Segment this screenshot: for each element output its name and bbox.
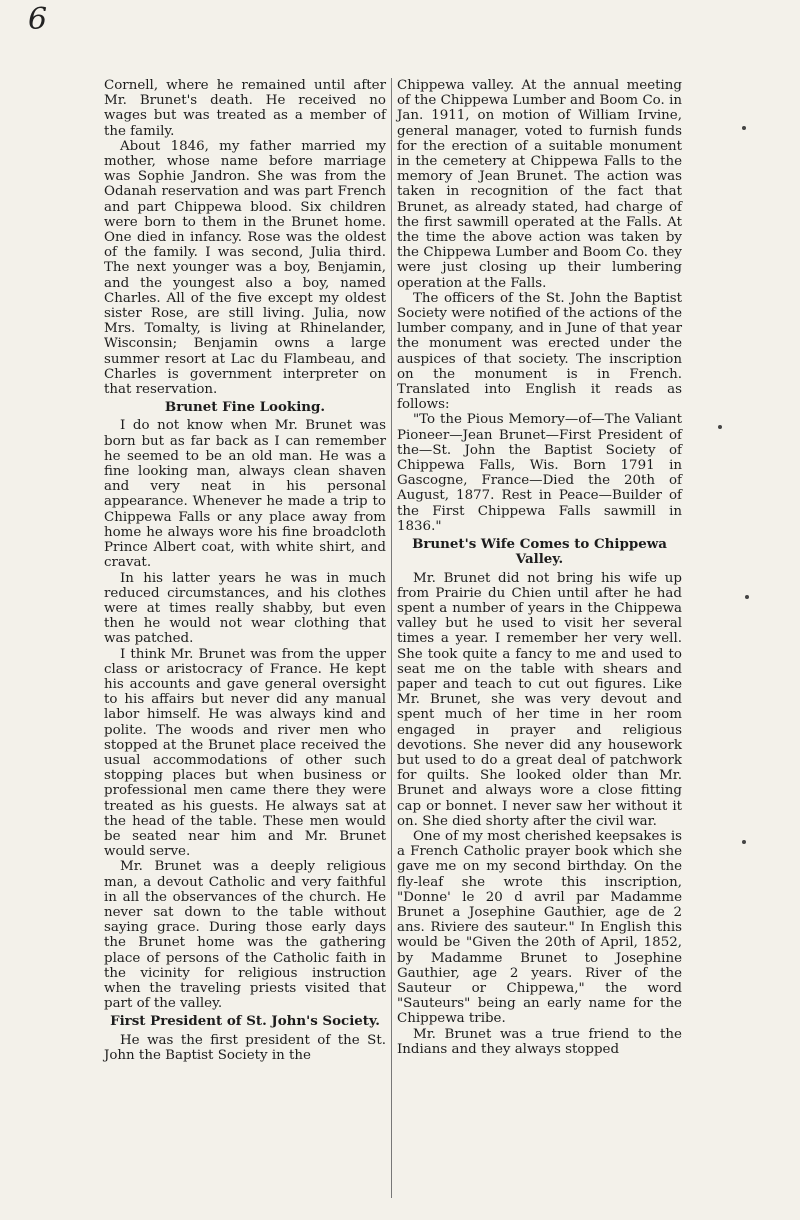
page-number: 6 xyxy=(28,2,48,37)
section-heading: Brunet's Wife Comes to Chippewa Valley. xyxy=(412,536,667,568)
paragraph: One of my most cherished keepsakes is a French Catholic prayer book which she gave me on my second birthday. On the fly-leaf she wrote this inscription, "Donne' le 20 d avril par Madamme Brunet a Josephine Gauthier, age de 2 ans. Riviere des sauteur." In English this would be "Given the 20th of April, 1852, by Madamme Brunet to Josephine Gauthier, age 2 years. River of the Sauteur or Chippewa," the word "Sauteurs" being an early name for the Chippewa tribe. xyxy=(397,828,682,1027)
margin-speck xyxy=(742,126,746,130)
margin-speck xyxy=(745,595,749,599)
paragraph: In his latter years he was in much reduced circumstances, and his clothes were at times really shabby, but even then he would not wear clothing that was patched. xyxy=(104,570,386,647)
monument-inscription: "To the Pious Memory—of—The Valiant Pioneer—Jean Brunet—First President of the—St. John the Baptist Society of Chippewa Falls, Wis. Born 1791 in Gascogne, France—Died the 20th of August, 1877. Rest in Peace—Builder of the First Chippewa Falls sawmill in 1836." xyxy=(397,412,682,534)
paragraph: Chippewa valley. At the annual meeting of the Chippewa Lumber and Boom Co. in Jan. 1911, on motion of William Irvine, general manager, voted to furnish funds for the erection of a suitable monument in the cemetery at Chippewa Falls to the memory of Jean Brunet. The action was taken in recognition of the fact that Brunet, as already stated, had charge of the first sawmill operated at the Falls. At the time the above action was taken by the Chippewa Lumber and Boom Co. they were just closing up their lumbering operation at the Falls. xyxy=(397,78,682,291)
paragraph: I do not know when Mr. Brunet was born but as far back as I can remember he seemed to be an old man. He was a fine looking man, always clean shaven and very neat in his personal appearance. Whenever he made a trip to Chippewa Falls or any place away from home he always wore his fine broadcloth Prince Albert coat, with white shirt, and cravat. xyxy=(104,418,386,571)
paragraph: Mr. Brunet did not bring his wife up from Prairie du Chien until after he had spent a number of years in the Chippewa valley but he used to visit her several times a year. I remember her very well. She took quite a fancy to me and used to seat me on the table with shears and paper and teach to cut out figures. Like Mr. Brunet, she was very devout and spent much of her time in her room engaged in prayer and religious devotions. She never did any housework but used to do a great deal of patchwork for quilts. She looked older than Mr. Brunet and always wore a close fitting cap or bonnet. I never saw her without it on. She died shorty after the civil war. xyxy=(397,570,682,829)
paragraph: The officers of the St. John the Baptist Society were notified of the actions of the lumber company, and in June of that year the monument was erected under the auspices of that society. The inscription on the monument is in French. Translated into English it reads as follows: xyxy=(397,290,682,413)
section-heading: Brunet Fine Looking. xyxy=(164,399,326,416)
paragraph: Cornell, where he remained until after Mr. Brunet's death. He received no wages but was treated as a member of the family. xyxy=(104,78,386,139)
column-divider xyxy=(391,78,392,1198)
margin-speck xyxy=(718,425,722,429)
right-column xyxy=(397,78,682,1057)
left-column xyxy=(104,78,386,1063)
section-heading: First President of St. John's Society. xyxy=(110,1013,380,1030)
paragraph: Mr. Brunet was a true friend to the Indians and they always stopped xyxy=(397,1026,682,1057)
paragraph: He was the first president of the St. John the Baptist Society in the xyxy=(104,1032,386,1063)
paragraph: Mr. Brunet was a deeply religious man, a devout Catholic and very faithful in all the observances of the church. He never sat down to the table without saying grace. During those early days the Brunet home was the gathering place of persons of the Catholic faith in the vicinity for religious instruction when the traveling priests visited that part of the valley. xyxy=(104,859,386,1012)
paragraph: I think Mr. Brunet was from the upper class or aristocracy of France. He kept his accounts and gave general oversight to his affairs but never did any manual labor himself. He was always kind and polite. The woods and river men who stopped at the Brunet place received the usual accommodations of other such stopping places but when business or professional men came there they were treated as his guests. He always sat at the head of the table. These men would be seated near him and Mr. Brunet would serve. xyxy=(104,646,386,860)
paragraph: About 1846, my father married my mother, whose name before marriage was Sophie Jandron. She was from the Odanah reservation and was part French and part Chippewa blood. Six children were born to them in the Brunet home. One died in infancy. Rose was the oldest of the family. I was second, Julia third. The next younger was a boy, Benjamin, and the youngest also a boy, named Charles. All of the five except my oldest sister Rose, are still living. Julia, now Mrs. Tomalty, is living at Rhinelander, Wisconsin; Benjamin owns a large summer resort at Lac du Flambeau, and Charles is government interpreter on that reservation. xyxy=(104,138,386,398)
margin-speck xyxy=(742,840,746,844)
